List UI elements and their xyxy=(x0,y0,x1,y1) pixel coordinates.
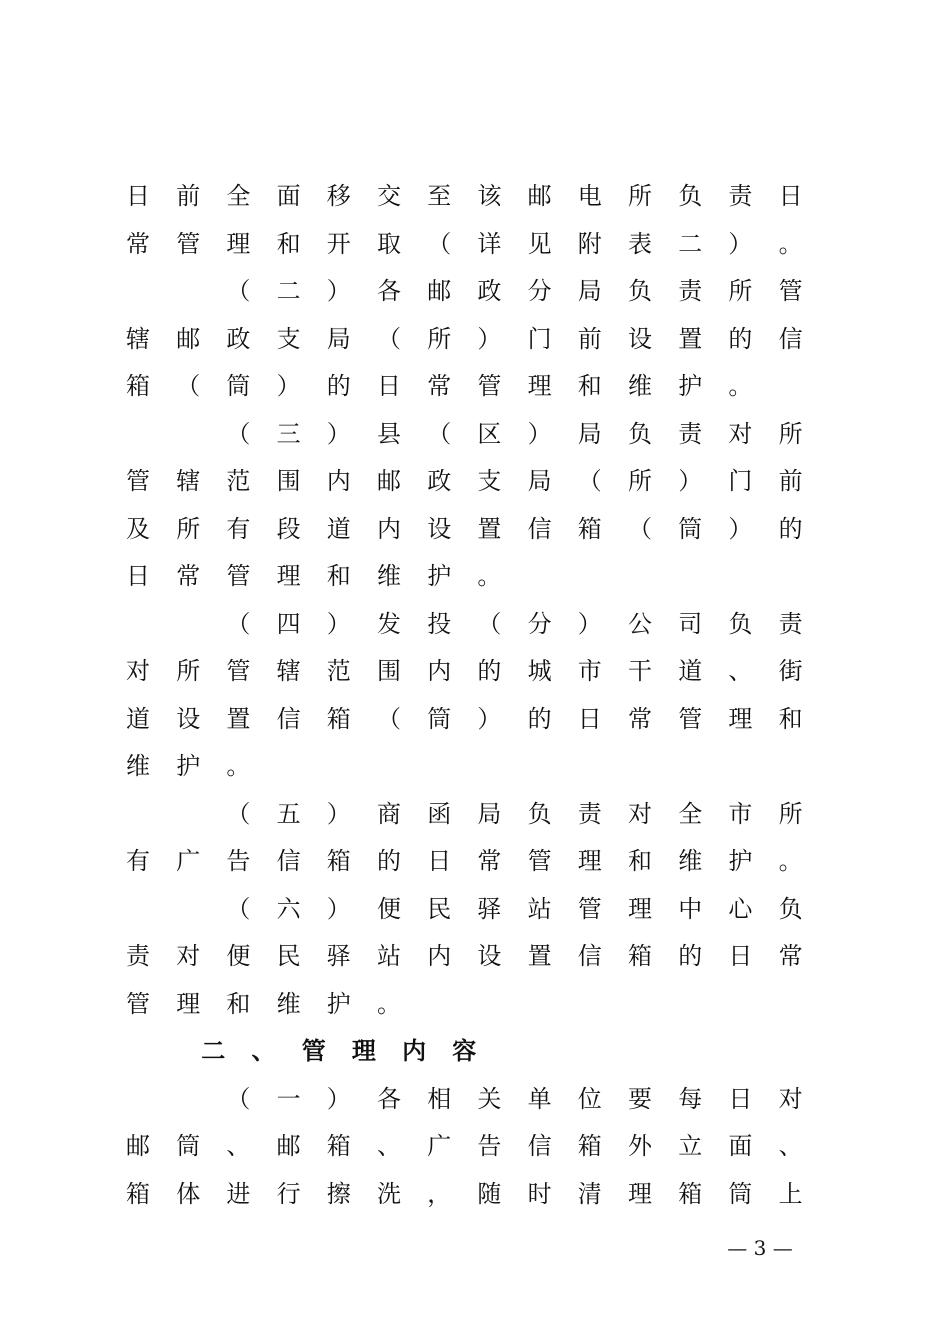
glyph: 驿 xyxy=(477,894,502,923)
text-line xyxy=(124,742,804,790)
glyph: 箱 xyxy=(577,514,602,543)
glyph: 司 xyxy=(678,609,703,638)
glyph: 和 xyxy=(628,847,652,875)
text-line xyxy=(124,1170,804,1218)
glyph: 二 xyxy=(201,1036,226,1065)
text-line xyxy=(124,505,804,553)
glyph: （ xyxy=(226,419,251,448)
glyph: ） xyxy=(728,229,753,258)
glyph: 日 xyxy=(577,704,602,733)
glyph: 道 xyxy=(126,704,150,733)
glyph: 维 xyxy=(377,562,401,590)
text-line xyxy=(124,220,804,268)
glyph: 邮 xyxy=(427,277,452,305)
glyph: 箱 xyxy=(126,372,150,400)
glyph: 见 xyxy=(527,229,552,258)
glyph: 商 xyxy=(377,799,401,828)
glyph: 表 xyxy=(628,229,652,258)
glyph: 日 xyxy=(728,942,753,970)
glyph: 相 xyxy=(427,1084,452,1113)
glyph: 要 xyxy=(628,1084,652,1113)
glyph: 站 xyxy=(377,942,401,970)
glyph: 体 xyxy=(176,1179,201,1208)
glyph: 所 xyxy=(778,799,803,828)
glyph: 市 xyxy=(728,799,753,828)
glyph: 函 xyxy=(427,799,452,828)
glyph: （ xyxy=(577,467,602,495)
glyph: 移 xyxy=(326,182,351,210)
glyph: 置 xyxy=(477,514,502,543)
glyph: 位 xyxy=(577,1084,602,1113)
glyph: 护 xyxy=(326,989,351,1018)
glyph: 三 xyxy=(276,419,301,448)
glyph: 五 xyxy=(276,799,301,828)
glyph: 设 xyxy=(176,704,201,733)
glyph: 管 xyxy=(126,989,150,1018)
glyph: 箱 xyxy=(126,1179,150,1208)
glyph: 负 xyxy=(678,182,703,210)
glyph: 面 xyxy=(728,1132,753,1160)
glyph: 每 xyxy=(678,1084,703,1113)
glyph: 设 xyxy=(427,514,452,543)
glyph: 对 xyxy=(176,942,201,970)
glyph: 责 xyxy=(678,277,703,305)
glyph: 区 xyxy=(477,419,502,448)
text-line xyxy=(124,980,804,1028)
section-heading xyxy=(124,1027,804,1075)
glyph: 详 xyxy=(477,229,502,258)
glyph: 常 xyxy=(176,562,201,590)
text-line xyxy=(124,267,804,315)
glyph: 各 xyxy=(377,277,401,305)
glyph: 邮 xyxy=(126,1132,150,1160)
glyph: 筒 xyxy=(176,1132,201,1160)
glyph: 日 xyxy=(427,847,452,875)
glyph: 置 xyxy=(678,324,703,353)
glyph: 有 xyxy=(226,514,251,543)
glyph: 干 xyxy=(628,657,652,685)
text-line xyxy=(124,790,804,838)
glyph: 的 xyxy=(377,847,401,875)
glyph: 道 xyxy=(326,514,351,543)
glyph: 维 xyxy=(628,372,652,400)
glyph: （ xyxy=(427,229,452,258)
glyph: 四 xyxy=(276,609,301,638)
glyph: 对 xyxy=(778,1084,803,1113)
glyph: 门 xyxy=(527,324,552,353)
glyph: ） xyxy=(326,1084,351,1113)
glyph: 责 xyxy=(778,609,803,638)
glyph: 外 xyxy=(628,1132,652,1160)
glyph: 范 xyxy=(226,467,251,495)
glyph: 邮 xyxy=(527,182,552,210)
glyph: 常 xyxy=(477,847,502,875)
glyph: 设 xyxy=(628,324,652,353)
glyph: 负 xyxy=(628,419,652,448)
glyph: 前 xyxy=(778,467,803,495)
glyph: 护 xyxy=(427,562,452,590)
glyph: 维 xyxy=(276,989,301,1018)
glyph: 六 xyxy=(276,894,301,923)
glyph: 全 xyxy=(226,182,251,210)
glyph: 立 xyxy=(678,1132,703,1160)
glyph: 。 xyxy=(778,229,803,258)
glyph: 所 xyxy=(628,182,652,210)
glyph: 邮 xyxy=(176,324,201,353)
glyph: （ xyxy=(226,609,251,638)
glyph: 内 xyxy=(377,514,401,543)
glyph: 的 xyxy=(326,372,351,400)
glyph: ） xyxy=(326,419,351,448)
glyph: 箱 xyxy=(628,942,652,970)
glyph: 信 xyxy=(527,1132,552,1160)
glyph: 负 xyxy=(628,277,652,305)
glyph: 二 xyxy=(678,229,703,258)
text-line xyxy=(124,552,804,600)
text-line xyxy=(124,647,804,695)
glyph: 单 xyxy=(527,1084,552,1113)
glyph: 局 xyxy=(527,467,552,495)
glyph: 该 xyxy=(477,182,502,210)
glyph: 和 xyxy=(577,372,602,400)
glyph: 和 xyxy=(276,229,301,258)
text-line xyxy=(124,600,804,648)
glyph: 支 xyxy=(276,324,301,353)
glyph: 、 xyxy=(778,1132,803,1160)
glyph: 及 xyxy=(126,514,150,543)
glyph: 进 xyxy=(226,1179,251,1208)
glyph: ） xyxy=(678,467,703,495)
glyph: 和 xyxy=(326,562,351,590)
glyph: 的 xyxy=(778,514,803,543)
glyph: 广 xyxy=(427,1132,452,1160)
glyph: 时 xyxy=(527,1179,552,1208)
glyph: 管 xyxy=(226,657,251,685)
glyph: 负 xyxy=(527,799,552,828)
glyph: 理 xyxy=(226,229,251,258)
glyph: ） xyxy=(477,704,502,733)
glyph: 管 xyxy=(778,277,803,305)
glyph: 理 xyxy=(176,989,201,1018)
glyph: （ xyxy=(226,894,251,923)
glyph: 站 xyxy=(527,894,552,923)
glyph: 取 xyxy=(377,229,401,258)
glyph: 常 xyxy=(427,372,452,400)
glyph: 辖 xyxy=(276,657,301,685)
glyph: 驿 xyxy=(326,942,351,970)
glyph: 理 xyxy=(628,894,652,923)
glyph: 管 xyxy=(477,372,502,400)
glyph: 筒 xyxy=(226,372,251,400)
glyph: 便 xyxy=(226,942,251,970)
glyph: 护 xyxy=(678,372,703,400)
glyph: 的 xyxy=(527,704,552,733)
text-line xyxy=(124,362,804,410)
glyph: ） xyxy=(728,514,753,543)
glyph: 、 xyxy=(226,1132,251,1160)
glyph: 常 xyxy=(126,229,150,258)
glyph: 一 xyxy=(276,1084,301,1113)
glyph: 清 xyxy=(577,1179,602,1208)
glyph: 范 xyxy=(326,657,351,685)
glyph: 管 xyxy=(301,1036,326,1065)
glyph: 市 xyxy=(577,657,602,685)
glyph: ） xyxy=(326,799,351,828)
glyph: 信 xyxy=(778,324,803,353)
text-line xyxy=(124,172,804,220)
glyph: 局 xyxy=(326,324,351,353)
glyph: 管 xyxy=(176,229,201,258)
glyph: 的 xyxy=(477,657,502,685)
glyph: 政 xyxy=(226,324,251,353)
glyph: 所 xyxy=(628,467,652,495)
glyph: 交 xyxy=(377,182,401,210)
glyph: 信 xyxy=(527,514,552,543)
glyph: 局 xyxy=(577,419,602,448)
glyph: ） xyxy=(477,324,502,353)
glyph: 心 xyxy=(728,894,753,923)
glyph: 管 xyxy=(126,467,150,495)
glyph: 责 xyxy=(728,182,753,210)
glyph: ， xyxy=(427,1179,452,1208)
glyph: 理 xyxy=(351,1036,376,1065)
glyph: 有 xyxy=(126,847,150,875)
glyph: ） xyxy=(326,894,351,923)
glyph: 门 xyxy=(728,467,753,495)
glyph: 邮 xyxy=(276,1132,301,1160)
glyph: 随 xyxy=(477,1179,502,1208)
glyph: 分 xyxy=(527,277,552,305)
glyph: 日 xyxy=(778,182,803,210)
glyph: 对 xyxy=(628,799,652,828)
body-text xyxy=(124,172,804,1217)
glyph: 所 xyxy=(176,657,201,685)
glyph: 前 xyxy=(577,324,602,353)
glyph: ） xyxy=(276,372,301,400)
glyph: 和 xyxy=(778,704,803,733)
glyph: 政 xyxy=(427,467,452,495)
glyph: 告 xyxy=(226,847,251,875)
glyph: 设 xyxy=(477,942,502,970)
glyph: 开 xyxy=(326,229,351,258)
glyph: 理 xyxy=(628,1179,652,1208)
glyph: ） xyxy=(326,609,351,638)
glyph: 的 xyxy=(678,942,703,970)
glyph: 便 xyxy=(377,894,401,923)
glyph: （ xyxy=(226,277,251,305)
glyph: 。 xyxy=(377,989,401,1018)
glyph: 对 xyxy=(728,419,753,448)
page-number: — 3 — xyxy=(727,1236,793,1260)
glyph: 。 xyxy=(728,372,753,400)
glyph: 信 xyxy=(276,704,301,733)
glyph: 置 xyxy=(226,704,251,733)
glyph: 箱 xyxy=(326,847,351,875)
glyph: 常 xyxy=(778,942,803,970)
glyph: 行 xyxy=(276,1179,301,1208)
glyph: 理 xyxy=(276,562,301,590)
glyph: 辖 xyxy=(126,324,150,353)
glyph: 箱 xyxy=(326,704,351,733)
glyph: ） xyxy=(326,277,351,305)
glyph: 内 xyxy=(427,942,452,970)
glyph: 面 xyxy=(276,182,301,210)
glyph: 局 xyxy=(577,277,602,305)
glyph: 内 xyxy=(427,657,452,685)
glyph: （ xyxy=(377,704,401,733)
glyph: 政 xyxy=(477,277,502,305)
glyph: 理 xyxy=(527,372,552,400)
glyph: 维 xyxy=(678,847,703,875)
glyph: （ xyxy=(477,609,502,638)
glyph: 理 xyxy=(577,847,602,875)
glyph: 至 xyxy=(427,182,452,210)
glyph: 段 xyxy=(276,514,301,543)
glyph: 日 xyxy=(126,182,150,210)
glyph: 所 xyxy=(778,419,803,448)
glyph: 日 xyxy=(728,1084,753,1113)
glyph: 责 xyxy=(577,799,602,828)
glyph: 容 xyxy=(452,1036,477,1065)
glyph: ） xyxy=(577,609,602,638)
glyph: （ xyxy=(427,419,452,448)
glyph: 内 xyxy=(326,467,351,495)
glyph: 。 xyxy=(226,752,251,780)
glyph: 常 xyxy=(628,704,652,733)
glyph: 分 xyxy=(527,609,552,638)
glyph: 公 xyxy=(628,609,652,638)
glyph: 负 xyxy=(728,609,753,638)
glyph: 辖 xyxy=(176,467,201,495)
glyph: 民 xyxy=(427,894,452,923)
glyph: 围 xyxy=(276,467,301,495)
text-line xyxy=(124,837,804,885)
glyph: 维 xyxy=(126,752,150,780)
glyph: 二 xyxy=(276,277,301,305)
glyph: 上 xyxy=(778,1179,803,1208)
glyph: 。 xyxy=(778,847,803,875)
glyph: 置 xyxy=(527,942,552,970)
text-line xyxy=(124,932,804,980)
glyph: 支 xyxy=(477,467,502,495)
glyph: （ xyxy=(226,799,251,828)
glyph: 管 xyxy=(527,847,552,875)
glyph: 所 xyxy=(176,514,201,543)
glyph: 的 xyxy=(728,324,753,353)
glyph: 信 xyxy=(276,847,301,875)
glyph: 日 xyxy=(126,562,150,590)
glyph: 电 xyxy=(577,182,602,210)
glyph: 关 xyxy=(477,1084,502,1113)
glyph: 全 xyxy=(678,799,703,828)
glyph: 责 xyxy=(126,942,150,970)
glyph: 护 xyxy=(176,752,201,780)
text-line xyxy=(124,457,804,505)
glyph: 信 xyxy=(577,942,602,970)
glyph: 筒 xyxy=(678,514,703,543)
text-line xyxy=(124,885,804,933)
glyph: 负 xyxy=(778,894,803,923)
glyph: 广 xyxy=(176,847,201,875)
glyph: 县 xyxy=(377,419,401,448)
glyph: 和 xyxy=(226,989,251,1018)
glyph: （ xyxy=(377,324,401,353)
text-line xyxy=(124,1075,804,1123)
glyph: 日 xyxy=(377,372,401,400)
glyph: 、 xyxy=(251,1036,276,1065)
glyph: 、 xyxy=(377,1132,401,1160)
glyph: （ xyxy=(226,1084,251,1113)
glyph: 告 xyxy=(477,1132,502,1160)
glyph: （ xyxy=(628,514,652,543)
text-line xyxy=(124,315,804,363)
glyph: 责 xyxy=(678,419,703,448)
glyph: 理 xyxy=(728,704,753,733)
glyph: 各 xyxy=(377,1084,401,1113)
glyph: 民 xyxy=(276,942,301,970)
glyph: 筒 xyxy=(728,1179,753,1208)
glyph: 对 xyxy=(126,657,150,685)
glyph: ） xyxy=(527,419,552,448)
glyph: 道 xyxy=(678,657,703,685)
glyph: 街 xyxy=(778,657,803,685)
glyph: 筒 xyxy=(427,704,452,733)
glyph: 投 xyxy=(427,609,452,638)
glyph: 擦 xyxy=(326,1179,351,1208)
glyph: 管 xyxy=(577,894,602,923)
glyph: 邮 xyxy=(377,467,401,495)
glyph: 管 xyxy=(678,704,703,733)
glyph: 发 xyxy=(377,609,401,638)
glyph: 。 xyxy=(477,562,502,590)
glyph: 前 xyxy=(176,182,201,210)
text-line xyxy=(124,1122,804,1170)
glyph: 洗 xyxy=(377,1179,401,1208)
glyph: 箱 xyxy=(326,1132,351,1160)
glyph: 局 xyxy=(477,799,502,828)
glyph: 箱 xyxy=(577,1132,602,1160)
glyph: 箱 xyxy=(678,1179,703,1208)
glyph: 围 xyxy=(377,657,401,685)
glyph: 所 xyxy=(427,324,452,353)
glyph: 、 xyxy=(728,657,753,685)
glyph: 护 xyxy=(728,847,753,875)
glyph: （ xyxy=(176,372,201,400)
glyph: 所 xyxy=(728,277,753,305)
glyph: 附 xyxy=(577,229,602,258)
text-line xyxy=(124,695,804,743)
glyph: 管 xyxy=(226,562,251,590)
glyph: 城 xyxy=(527,657,552,685)
glyph: 中 xyxy=(678,894,703,923)
text-line xyxy=(124,410,804,458)
glyph: 内 xyxy=(402,1036,427,1065)
